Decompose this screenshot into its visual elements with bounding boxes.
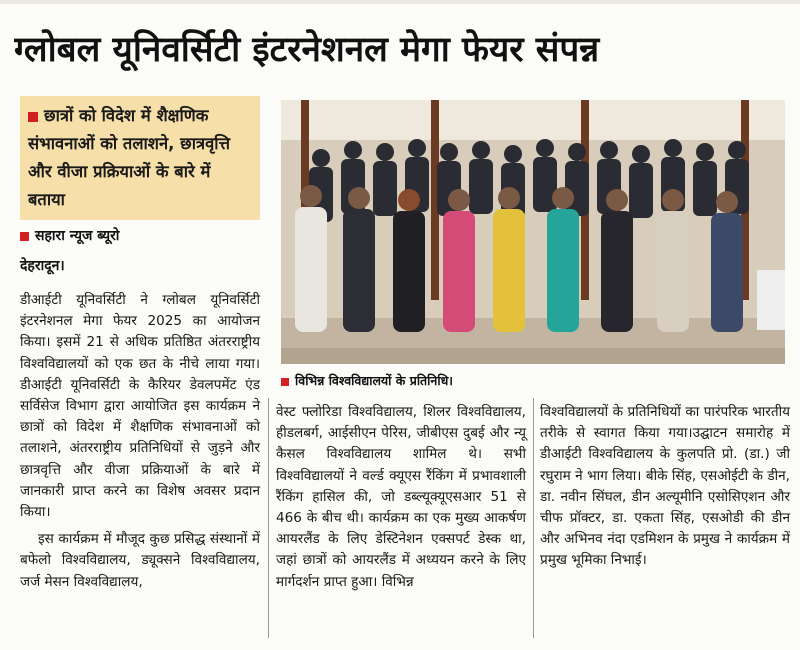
red-square-bullet-icon [281, 378, 289, 386]
photo-caption [281, 372, 785, 392]
page-top-edge [0, 0, 800, 4]
deck-text [28, 102, 252, 214]
red-square-bullet-icon [28, 112, 38, 122]
group-photo-illustration [281, 100, 785, 364]
deck-label: छात्रों को विदेश में शैक्षणिक संभावनाओं को तलाशने, छात्रवृत्ति और वीजा प्रक्रियाओं के बारे में बताया [28, 106, 230, 209]
article-column-1 [20, 290, 260, 640]
red-square-bullet-icon [20, 232, 29, 241]
headline: ग्लोबल यूनिवर्सिटी इंटरनेशनल मेगा फेयर संपन्न [14, 30, 600, 70]
byline-text: सहारा न्यूज ब्यूरो [35, 228, 120, 244]
article-column-2 [276, 402, 526, 640]
paragraph-4: विश्वविद्यालयों के प्रतिनिधियों का पारंपरिक भारतीय तरीके से स्वागत किया गया।उद्घाटन समारोह में डीआईटी विश्वविद्यालय के कुलपति प्रो. (डा.) जी रघुराम ने भाग लिया। बीके सिंह, एसओईटी के डीन, डा. नवीन सिंघल, डीन अल्यूमीनि एसोसिएशन और चीफ प्रॉक्टर, डा. एकता सिंह, एसओडी की डीन और अभिनव नंदा एडमिशन के प्रमुख ने कार्यक्रम में प्रमुख भूमिका निभाई। [540, 404, 790, 569]
paragraph-1: डीआईटी यूनिवर्सिटी ने ग्लोबल यूनिवर्सिटी इंटरनेशनल मेगा फेयर 2025 का आयोजन किया। इसमें 21 से अधिक प्रतिष्ठित अंतरराष्ट्रीय विश्वविद्यालयों को एक छत के नीचे लाया गया। डीआईटी यूनिवर्सिटी के कैरियर डेवलपमेंट एंड सर्विसेज विभाग द्वारा आयोजित इस कार्यक्रम ने छात्रों को विदेश में शैक्षणिक संभावनाओं को तलाशने, अंतरराष्ट्रीय प्रतिनिधियों से जुड़ने और छात्रवृत्ति और वीजा प्रक्रियाओं के बारे में जानकारी प्राप्त करने का विशेष अवसर प्रदान किया। [20, 292, 260, 521]
article-column-3 [540, 402, 790, 640]
deck-box [20, 96, 260, 220]
column-divider [268, 398, 269, 638]
column-divider [533, 398, 534, 638]
group-photo [281, 100, 785, 364]
dateline: देहरादून। [20, 258, 65, 274]
paragraph-3: वेस्ट फ्लोरिडा विश्वविद्यालय, शिलर विश्वविद्यालय, हीडलबर्ग, आईसीएन पेरिस, जीबीएस दुबई और न्यू कैसल विश्वविद्यालय शामिल थे। सभी विश्वविद्यालयों ने वर्ल्ड क्यूएस रैंकिंग में प्रभावशाली रैंकिंग हासिल की, जो डब्ल्यूक्यूएसआर 51 से 466 के बीच थी। कार्यक्रम का एक मुख्य आकर्षण आयरलैंड के लिए डेस्टिनेशन एक्सपर्ट डेस्क था, जहां छात्रों को आयरलैंड में अध्ययन करने के लिए मार्गदर्शन प्राप्त हुआ। विभिन्न [276, 404, 526, 590]
photo-caption-text: विभिन्न विश्वविद्यालयों के प्रतिनिधि। [295, 373, 454, 388]
byline [20, 226, 260, 248]
paragraph-2: इस कार्यक्रम में मौजूद कुछ प्रसिद्ध संस्थानों में बफेलो विश्वविद्यालय, ड्यूक्सने विश्वविद्यालय, जर्ज मेसन विश्वविद्यालय, [20, 531, 260, 590]
